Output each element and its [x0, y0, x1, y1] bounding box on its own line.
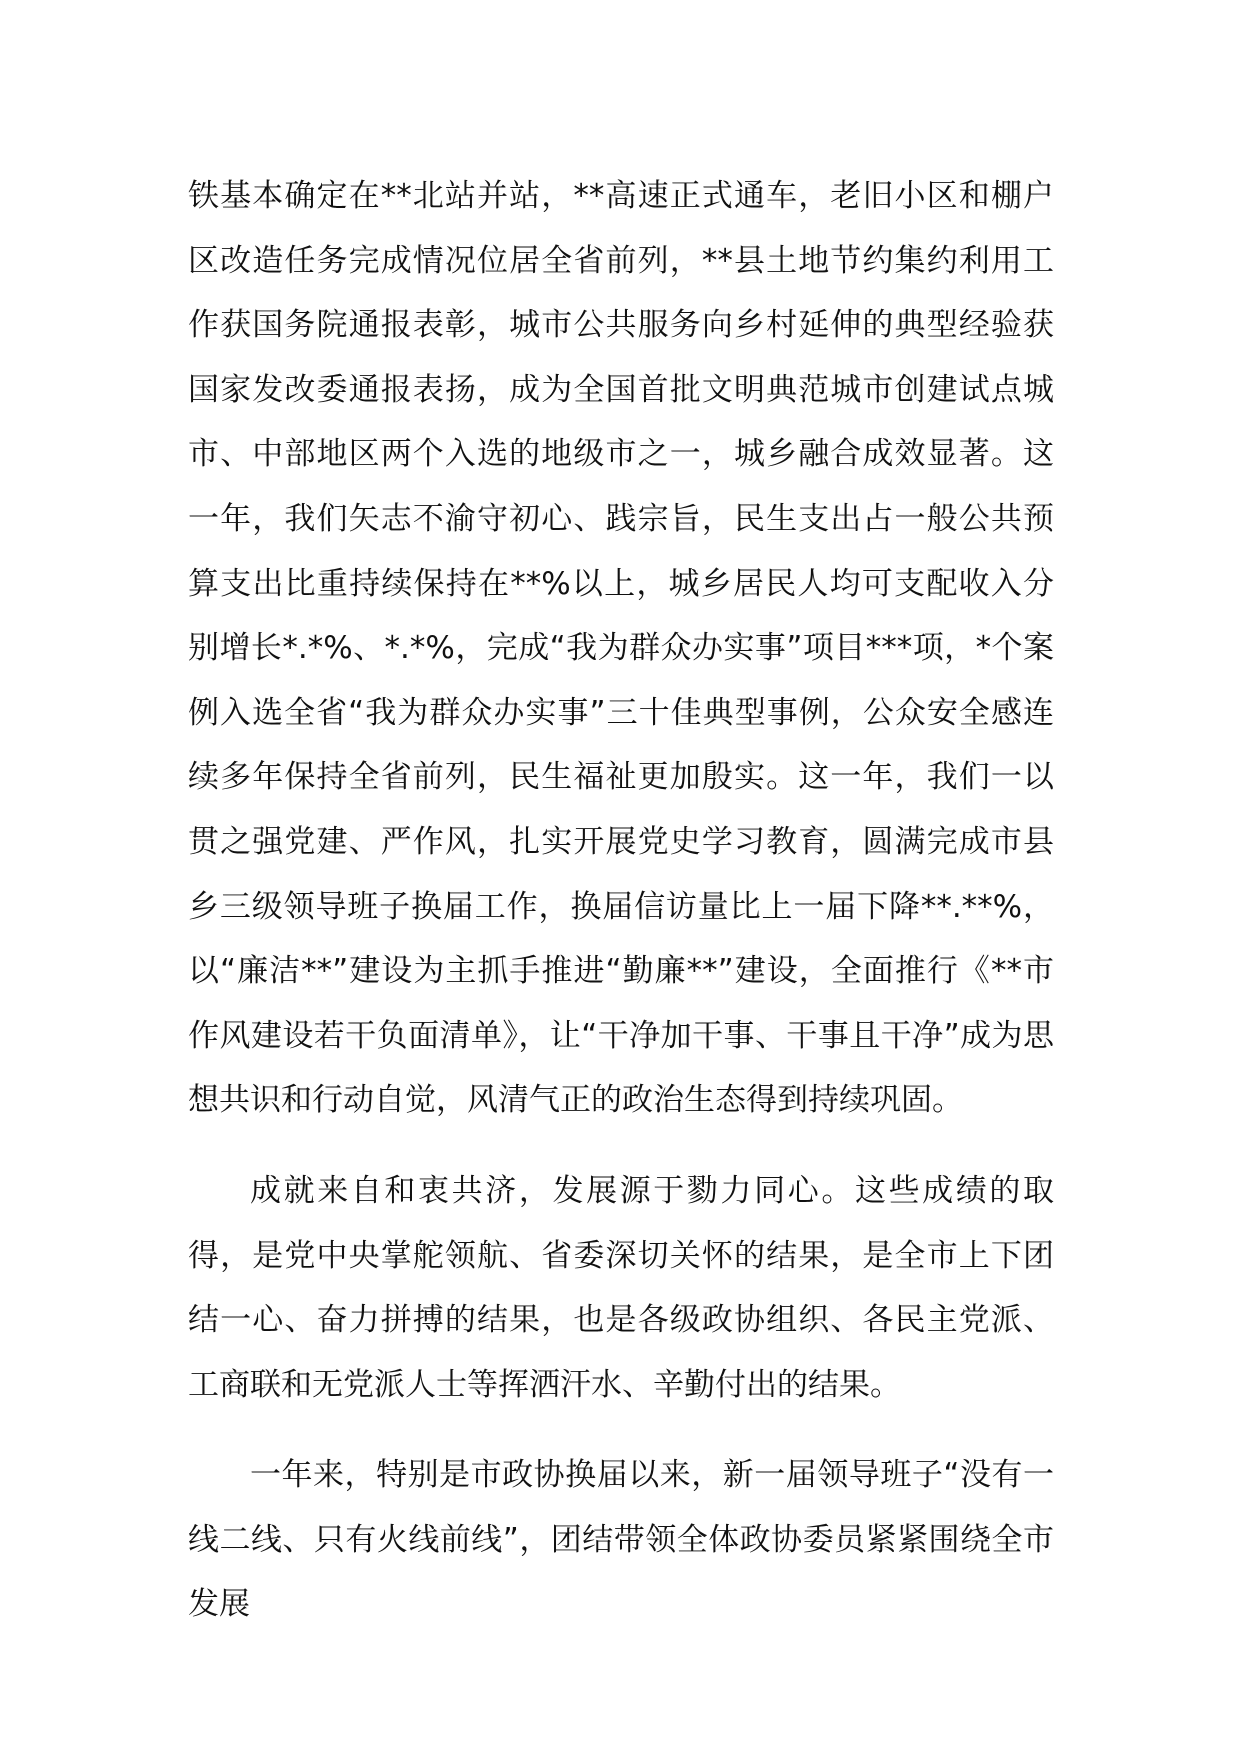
paragraph-past-year: 一年来，特别是市政协换届以来，新一届领导班子“没有一线二线、只有火线前线”，团结带领全体政协委员紧紧围绕全市发展	[188, 1457, 1054, 1623]
document-body	[188, 164, 1054, 1637]
paragraph-continuation: 铁基本确定在**北站并站，**高速正式通车，老旧小区和棚户区改造任务完成情况位居全省前列，**县土地节约集约利用工作获国务院通报表彰，城市公共服务向乡村延伸的典型经验获国家发改委通报表扬，成为全国首批文明典范城市创建试点城市、中部地区两个入选的地级市之一，城乡融合成效显著。这一年，我们矢志不渝守初心、践宗旨，民生支出占一般公共预算支出比重持续保持在**%以上，城乡居民人均可支配收入分别增长*.*%、*.*%，完成“我为群众办实事”项目***项，*个案例入选全省“我为群众办实事”三十佳典型事例，公众安全感连续多年保持全省前列，民生福祉更加殷实。这一年，我们一以贯之强党建、严作风，扎实开展党史学习教育，圆满完成市县乡三级领导班子换届工作，换届信访量比上一届下降**.**%，以“廉洁**”建设为主抓手推进“勤廉**”建设，全面推行《**市作风建设若干负面清单》，让“干净加干事、干事且干净”成为思想共识和行动自觉，风清气正的政治生态得到持续巩固。	[188, 178, 1054, 1119]
paragraph-achievements-source: 成就来自和衷共济，发展源于勠力同心。这些成绩的取得，是党中央掌舵领航、省委深切关怀的结果，是全市上下团结一心、奋力拼搏的结果，也是各级政协组织、各民主党派、工商联和无党派人士等挥洒汗水、辛勤付出的结果。	[188, 1172, 1054, 1403]
